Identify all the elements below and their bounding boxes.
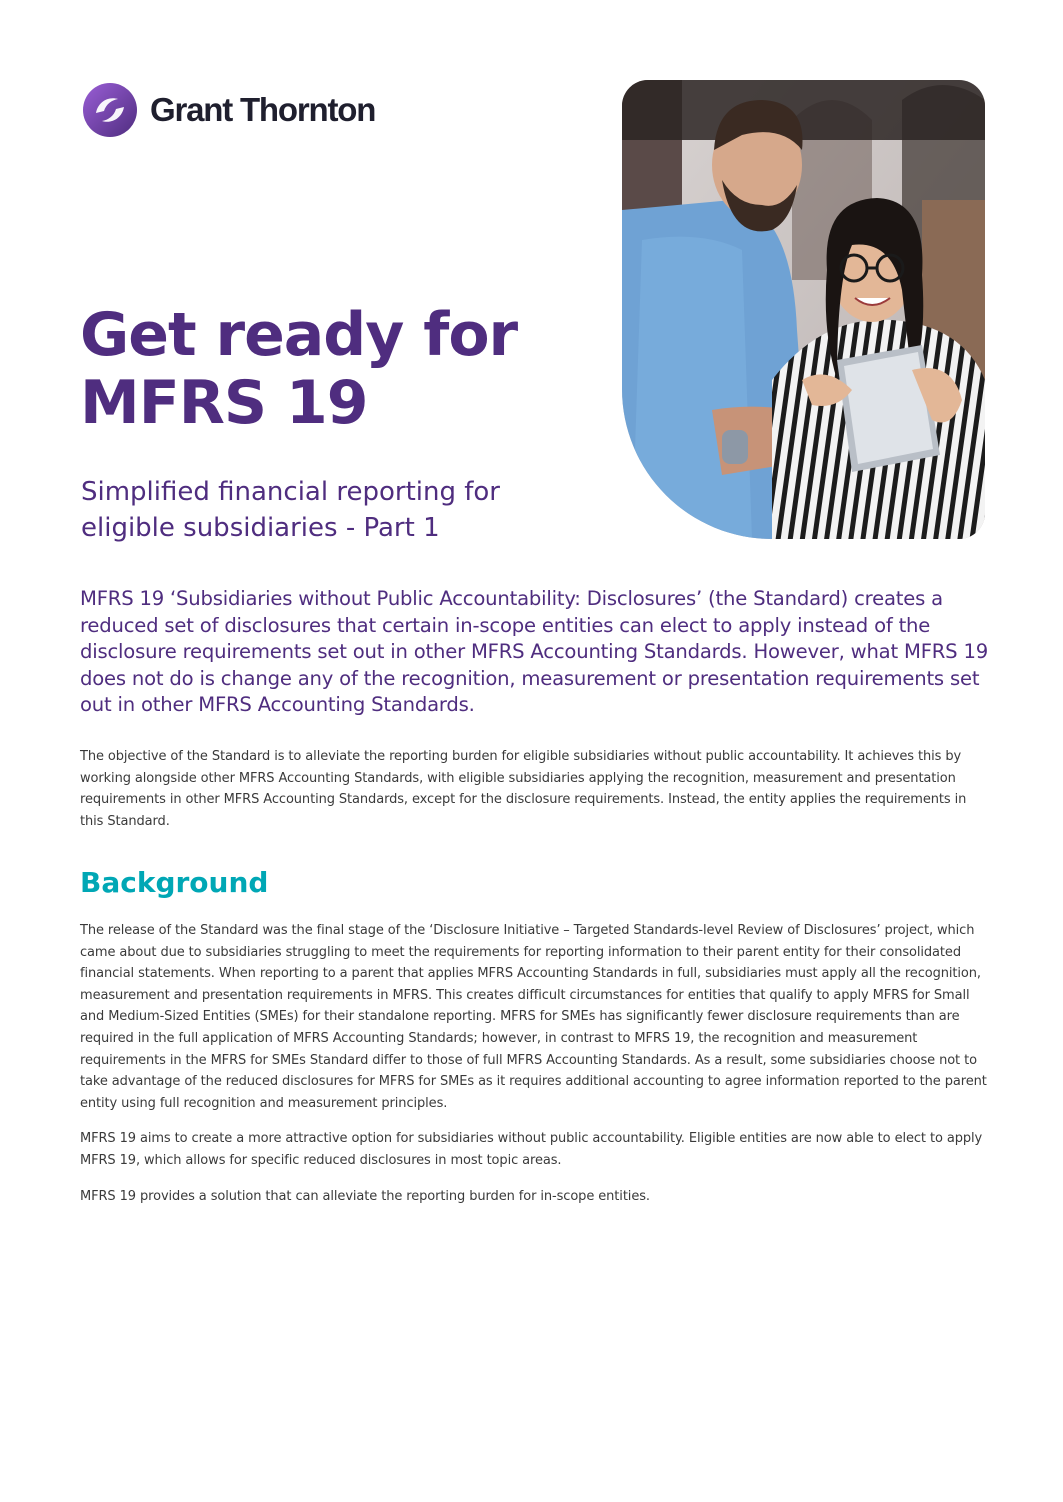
page-title: Get ready for MFRS 19	[80, 300, 518, 438]
section-heading-background: Background	[80, 866, 269, 899]
background-paragraph-2: MFRS 19 aims to create a more attractive option for subsidiaries without public accountability. Eligible entities are now able to elect to apply MFRS 19, which allows for specific reduced disclosures in most topic areas.	[80, 1131, 983, 1168]
background-paragraph-1: The release of the Standard was the final stage of the ‘Disclosure Initiative – Targeted Standards-level Review of Disclosures’ project, which came about due to subsidiaries struggling to meet the requirements for reporting information to their parent entity for their consolidated financial statements. When reporting to a parent that applies MFRS Accounting Standards in full, subsidiaries must apply all the recognition, measurement and presentation requirements in MFRS. This creates difficult circumstances for entities that qualify to apply MFRS for Small and Medium-Sized Entities (SMEs) for their standalone reporting. MFRS for SMEs has significantly fewer disclosure requirements than are required in the full application of MFRS Accounting Standards; however, in contrast to MFRS 19, the recognition and measurement requirements in the MFRS for SMEs Standard differ to those of full MFRS Accounting Standards. As a result, some subsidiaries choose not to take advantage of the reduced disclosures for MFRS for SMEs as it requires additional accounting to agree information reported to the parent entity using full recognition and measurement principles.	[80, 923, 987, 1111]
page-subtitle: Simplified financial reporting for eligible subsidiaries - Part 1	[81, 477, 500, 543]
brand-logo	[82, 82, 375, 138]
objective-paragraph: The objective of the Standard is to alleviate the reporting burden for eligible subsidiaries without public accountability. It achieves this by working alongside other MFRS Accounting Standards, with eligible subsidiaries applying the recognition, measurement and presentation requirements in other MFRS Accounting Standards, except for the disclosure requirements. Instead, the entity applies the requirements in this Standard.	[80, 749, 967, 829]
background-section	[80, 920, 992, 1207]
background-paragraph-3: MFRS 19 provides a solution that can alleviate the reporting burden for in-scope entities.	[80, 1188, 650, 1204]
photo-two-people-with-tablet-icon	[622, 80, 985, 539]
lead-paragraph: MFRS 19 ‘Subsidiaries without Public Accountability: Disclosures’ (the Standard) creates a reduced set of disclosures that certain in-scope entities can elect to apply instead of the disclosure requirements set out in other MFRS Accounting Standards. However, what MFRS 19 does not do is change any of the recognition, measurement or presentation requirements set out in other MFRS Accounting Standards.	[80, 587, 988, 717]
brand-name: Grant Thornton	[150, 91, 376, 128]
grant-thornton-logo-icon	[82, 82, 138, 138]
hero-photo	[622, 80, 985, 539]
